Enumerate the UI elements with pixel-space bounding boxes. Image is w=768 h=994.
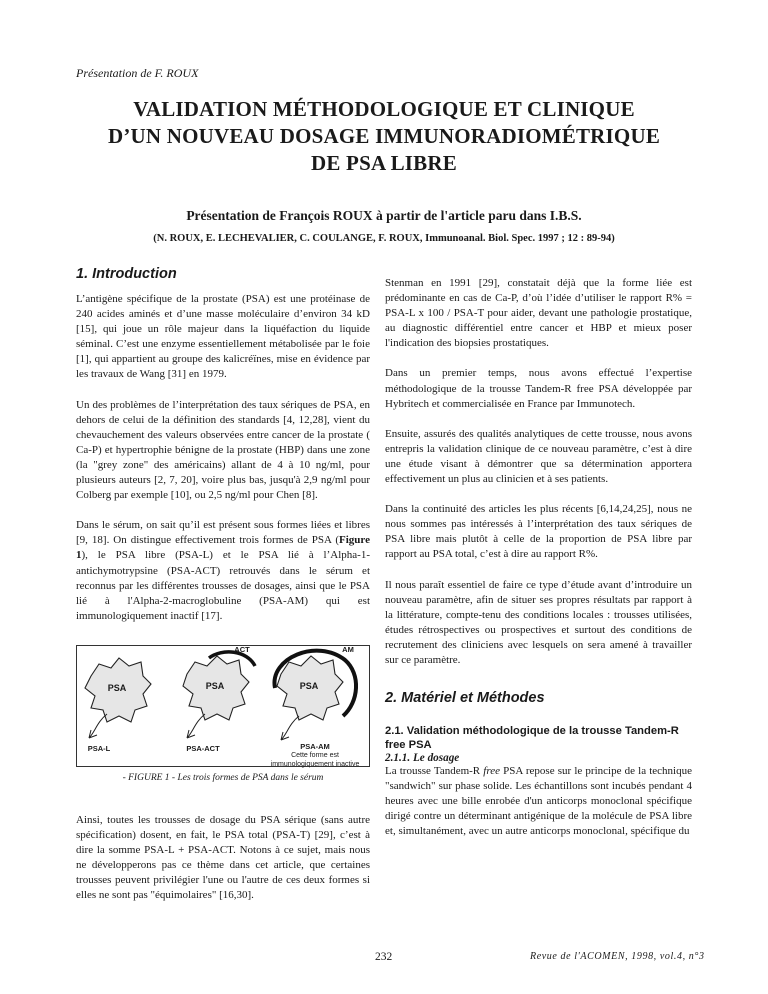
page-number: 232 (375, 951, 393, 963)
authors-reference: (N. ROUX, E. LECHEVALIER, C. COULANGE, F. ROUX, Immunoanal. Biol. Spec. 1997 ; 12 : 89-94) (153, 233, 615, 244)
label-psa-1: PSA (107, 683, 127, 693)
intro-paragraph-3-start: Dans le sérum, on sait qu’il est présent sous formes liées et libres [9, 18]. On distingue effectivement trois formes de PSA ( (76, 519, 370, 547)
intro-paragraph-3 (76, 518, 370, 624)
figure-1-reference: Figure 1 (76, 534, 370, 562)
intro-paragraph-1: L’antigène spécifique de la prostate (PSA) est une protéinase de 240 acides aminés et d’une masse moléculaire d’environ 34 kD [15], qui joue un rôle majeur dans la liquéfaction du liquide séminal. C’est une enzyme essentiellement métabolisée par le foie [1], qui appartient au groupe des kalicréïnes, mise en évidence par les travaux de Wang [31] en 1979. (76, 293, 370, 381)
caption-prefix: - FIGURE 1 - (122, 773, 176, 783)
right-paragraph-6 (385, 764, 692, 839)
intro-paragraph-3-end: ), le PSA libre (PSA-L) et le PSA lié à l’Alpha-1-antichymotrypsine (PSA-ACT) retrouvés dans le sérum et reconnus par les différentes trousses de dosages, ainsi que le PSA lié à l'Alpha-2-macroglobuline (PSA-AM) qui est immunologiquement inactif [17]. (76, 549, 370, 622)
caption-text: Les trois formes de PSA dans le sérum (175, 773, 324, 783)
psa-am-molecule (274, 651, 356, 740)
intro-paragraph-2: Un des problèmes de l’interprétation des taux sériques de PSA, en dehors de celui de la définition des standards [4, 12,28], vient du chevauchement des valeurs observées entre cancer de la prostate ( Ca-P) et hypertrophie bénigne de la prostate (HBP) dans une zone (la "grey zone" des américains) allant de 4 à 10 ng/ml, pour plusieurs auteurs [2, 7, 20], voire plus bas, jusqu'à 2,9 ng/ml pour Colberg par exemple [10], ou 2,5 ng/ml pour Chen [8]. (76, 398, 370, 502)
title-line-1: VALIDATION MÉTHODOLOGIQUE ET CLINIQUE (133, 97, 635, 121)
left-column (76, 266, 370, 624)
label-psa-am: PSA-AM (300, 742, 330, 751)
right-paragraph-6-end: PSA repose sur le principe de la technique "sandwich" sur phase solide. Les échantillons sont incubés pendant 4 heures avec une bille enrobée d'un anticorps monoclonal spécifique dirigé contre un déterminant antigénique de la molécule de PSA libre et, simultanément, avec un autre anticorps monoclonal, spécifique du (385, 765, 692, 838)
title-line-3: DE PSA LIBRE (311, 151, 457, 175)
label-psa-act: PSA-ACT (186, 744, 220, 753)
article-subtitle: Présentation de François ROUX à partir de l'article paru dans I.B.S. (186, 208, 582, 223)
label-psa-l: PSA-L (87, 744, 111, 753)
right-paragraph-4: Dans la continuité des articles les plus récents [6,14,24,25], nous ne nous sommes pas intéressés à l’interprétation des taux sériques de PSA libre mais plutôt à celle de la proportion de PSA libre par rapport au PSA total, c’est à dire au rapport R%. (385, 503, 692, 561)
title-line-2: D’UN NOUVEAU DOSAGE IMMUNORADIOMÉTRIQUE (107, 124, 661, 148)
label-psa-3: PSA (299, 681, 319, 691)
subsection-2-1: 2.1. Validation méthodologique de la trousse Tandem-R free PSA (385, 725, 679, 752)
psa-l-molecule (85, 658, 151, 738)
figure-1-caption (76, 773, 370, 783)
right-paragraph-5: Il nous paraît essentiel de faire ce type d’étude avant d’introduire un nouveau paramètre, afin de situer ses propres résultats par rapport à la littérature, compte-tenu des conditions locales : trousses utilisées, études rétrospectives ou prospectives et surtout des conditions de recrutement des cliniciens avec lesquels on sera amené à travailler sur ce paramètre. (385, 578, 692, 666)
label-psa-am-note: Cette forme est immunologiquement inactive (270, 752, 360, 768)
label-am: AM (342, 645, 354, 654)
right-paragraph-2: Dans un premier temps, nous avons effectué l’expertise méthodologique de la trousse Tandem-R free PSA développée par Hybritech et commercialisée en France par Immunotech. (385, 367, 692, 410)
presented-by-header: Présentation de F. ROUX (76, 66, 199, 80)
figure-1 (76, 645, 370, 767)
right-paragraph-1: Stenman en 1991 [29], constatait déjà que la forme liée est prédominante en cas de Ca-P, d’où l’idée d’utiliser le rapport R% = PSA-L x 100 / PSA-T pour aider, devant une pathologie prostatique, au diagnostic différentiel entre cancer et HBP et mieux poser l'indication des biopsies prostatiques. (385, 277, 692, 350)
right-column (385, 276, 692, 840)
right-paragraph-6-start: La trousse Tandem-R (385, 765, 484, 778)
intro-paragraph-4: Ainsi, toutes les trousses de dosage du PSA sérique (sans autre spécification) dosent, en fait, le PSA total (PSA-T) [29], c’est à dire la somme PSA-L + PSA-ACT. Notons à ce sujet, mais nous ne développerons pas ce thème dans cet article, que certaines trousses peuvent privilégier l'une ou l'autre de ces deux formes si elles ne sont pas "équimolaires" [16,30]. (76, 814, 370, 902)
label-psa-2: PSA (205, 681, 225, 691)
free-italic: free (483, 765, 500, 778)
methods-heading: 2. Matériel et Méthodes (385, 690, 545, 707)
journal-reference: Revue de l'ACOMEN, 1998, vol.4, n°3 (530, 951, 705, 962)
label-act: ACT (234, 645, 250, 654)
right-paragraph-3: Ensuite, assurés des qualités analytiques de cette trousse, nous avons entrepris la validation clinique de ce nouveau paramètre, c’est à dire une étude visant à démontrer que sa détermination apportera effectivement un plus au clinicien et à ses patients. (385, 427, 692, 486)
psa-act-molecule (183, 652, 255, 738)
article-title (40, 96, 728, 177)
subsection-2-1-1: 2.1.1. Le dosage (385, 752, 460, 765)
intro-heading: 1. Introduction (76, 266, 177, 282)
